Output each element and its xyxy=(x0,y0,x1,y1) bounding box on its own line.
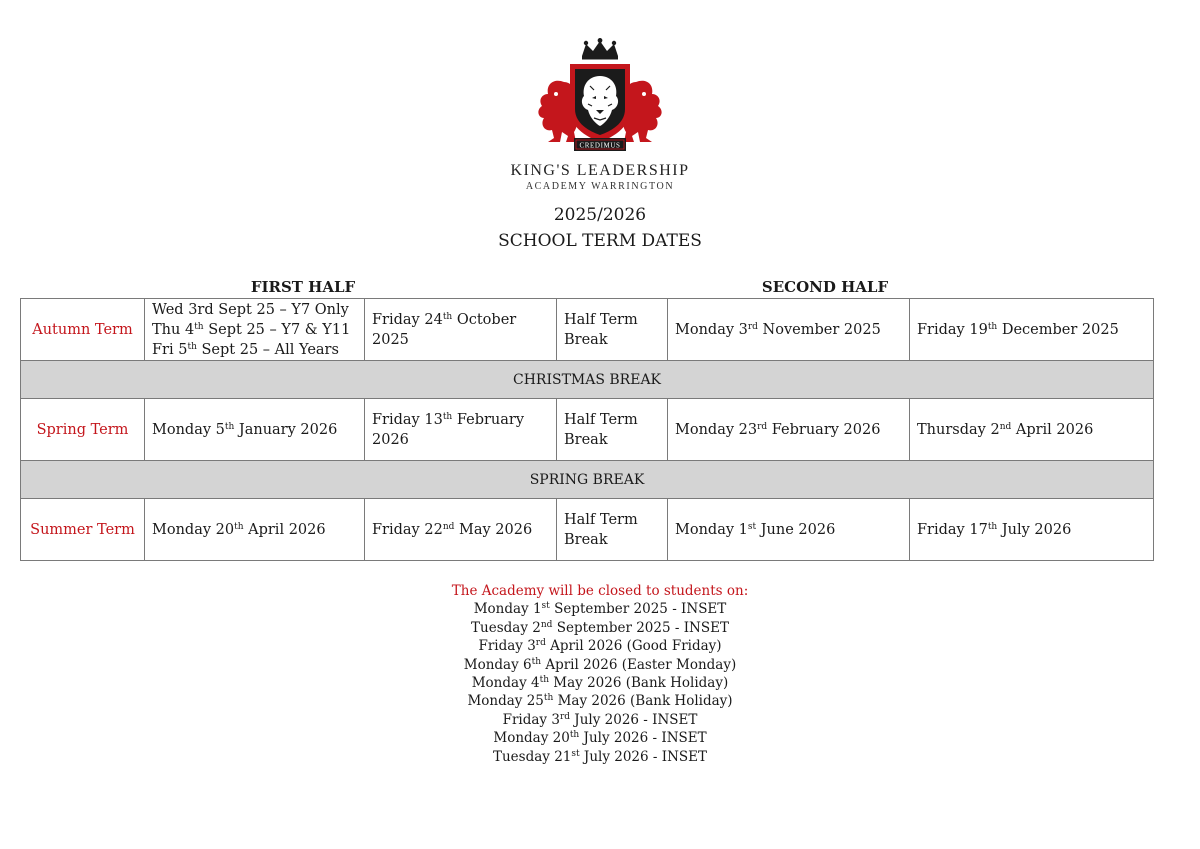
start-line: Thu 4th Sept 25 – Y7 & Y11 xyxy=(152,321,351,338)
closure-item: Friday 3rd April 2026 (Good Friday) xyxy=(478,638,722,655)
first-half-end-cell: Friday 24th October 2025 xyxy=(365,299,557,361)
crest-lion-shield-icon xyxy=(530,38,670,156)
second-half-end-cell: Friday 17th July 2026 xyxy=(910,499,1154,561)
closure-item: Tuesday 2nd September 2025 - INSET xyxy=(471,619,729,636)
closure-item: Monday 20th July 2026 - INSET xyxy=(493,730,707,747)
table-row xyxy=(21,499,1154,561)
first-half-start-cell: Monday 5th January 2026 xyxy=(145,399,365,461)
first-half-heading: FIRST HALF xyxy=(250,278,356,296)
closure-item: Monday 4th May 2026 (Bank Holiday) xyxy=(471,675,729,692)
start-line: Wed 3rd Sept 25 – Y7 Only xyxy=(152,301,349,318)
holiday-label: SPRING BREAK xyxy=(21,461,1154,499)
second-half-start-cell: Monday 3rd November 2025 xyxy=(668,299,910,361)
term-dates-table xyxy=(20,298,1154,561)
start-line: Fri 5th Sept 25 – All Years xyxy=(152,341,339,358)
second-half-end-cell: Thursday 2nd April 2026 xyxy=(910,399,1154,461)
closure-item: Friday 3rd July 2026 - INSET xyxy=(502,711,698,728)
second-half-start-cell: Monday 23rd February 2026 xyxy=(668,399,910,461)
term-name-cell: Autumn Term xyxy=(21,299,145,361)
half-term-break-cell: Half Term Break xyxy=(557,499,668,561)
academic-year: 2025/2026 xyxy=(553,205,647,225)
first-half-end-cell: Friday 22nd May 2026 xyxy=(365,499,557,561)
school-logo xyxy=(0,38,1200,156)
school-subtitle: ACADEMY WARRINGTON xyxy=(525,181,675,192)
term-name-cell: Summer Term xyxy=(21,499,145,561)
page-title: SCHOOL TERM DATES xyxy=(498,231,702,251)
first-half-start-cell: Monday 20th April 2026 xyxy=(145,499,365,561)
table-row xyxy=(21,299,1154,361)
school-name: KING'S LEADERSHIP xyxy=(510,162,690,179)
half-term-break-cell: Half Term Break xyxy=(557,399,668,461)
logo-motto: CREDIMUS xyxy=(579,141,621,150)
closure-item: Tuesday 21st July 2026 - INSET xyxy=(492,748,708,765)
holiday-row xyxy=(21,461,1154,499)
half-term-break-cell: Half Term Break xyxy=(557,299,668,361)
holiday-label: CHRISTMAS BREAK xyxy=(21,361,1154,399)
closure-item: Monday 6th April 2026 (Easter Monday) xyxy=(463,656,737,673)
closure-heading: The Academy will be closed to students on: xyxy=(451,583,749,599)
holiday-row xyxy=(21,361,1154,399)
second-half-heading: SECOND HALF xyxy=(761,278,889,296)
table-row xyxy=(21,399,1154,461)
closure-item: Monday 25th May 2026 (Bank Holiday) xyxy=(467,693,733,710)
second-half-end-cell: Friday 19th December 2025 xyxy=(910,299,1154,361)
closure-list xyxy=(0,582,1200,766)
second-half-start-cell: Monday 1st June 2026 xyxy=(668,499,910,561)
closure-item: Monday 1st September 2025 - INSET xyxy=(473,601,727,618)
first-half-start-cell xyxy=(145,299,365,361)
term-name-cell: Spring Term xyxy=(21,399,145,461)
first-half-end-cell: Friday 13th February 2026 xyxy=(365,399,557,461)
